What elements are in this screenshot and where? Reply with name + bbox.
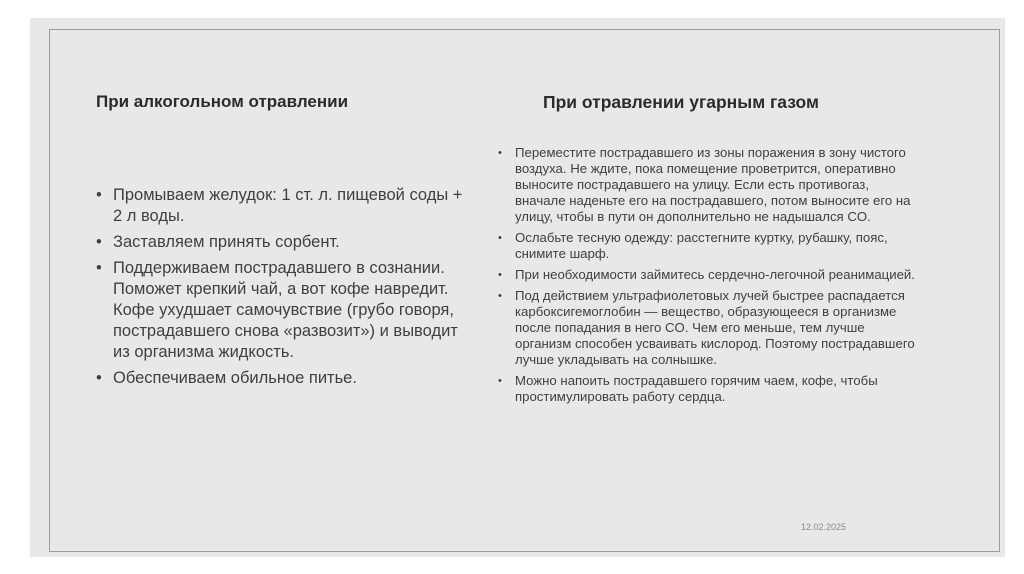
list-item-text: Ослабьте тесную одежду: расстегните куртку, рубашку, пояс, снимите шарф. xyxy=(515,230,888,261)
list-item xyxy=(96,258,476,363)
list-item-text: При необходимости займитесь сердечно-легочной реанимацией. xyxy=(515,267,915,282)
bullet-icon: • xyxy=(96,233,102,251)
bullet-icon: • xyxy=(498,290,502,302)
list-item-text: Поддерживаем пострадавшего в сознании. Поможет крепкий чай, а вот кофе навредит. Кофе ухудшает самочувствие (грубо говоря, пострадавшего снова «развозит») и выводит из организма жидкость. xyxy=(113,259,458,361)
list-item xyxy=(498,373,918,405)
list-item xyxy=(498,230,918,262)
slide-date: 12.02.2025 xyxy=(801,522,847,532)
bullet-icon: • xyxy=(498,269,502,281)
bullet-icon: • xyxy=(96,259,102,277)
list-item xyxy=(498,145,918,225)
left-column-list xyxy=(96,185,476,394)
list-item xyxy=(96,185,476,227)
list-item-text: Под действием ультрафиолетовых лучей быстрее распадается карбоксигемоглобин — вещество, образующееся в организме после попадания в него CO. Чем его меньше, тем лучше организм способен усваивать кислород. Поэтому пострадавшего лучше укладывать на солнышке. xyxy=(515,288,915,367)
list-item-text: Промываем желудок: 1 ст. л. пищевой соды + 2 л воды. xyxy=(113,186,463,225)
list-item-text: Заставляем принять сорбент. xyxy=(113,233,340,251)
list-item xyxy=(498,288,918,368)
list-item-text: Переместите пострадавшего из зоны поражения в зону чистого воздуха. Не ждите, пока помещение проветрится, оперативно выносите пострадавшего на улицу. Если есть противогаз, вначале наденьте его на пострадавшего, потом выносите его на улицу, чтобы в пути он дополнительно не надышался CO. xyxy=(515,145,911,224)
list-item xyxy=(96,232,476,253)
list-item-text: Можно напоить пострадавшего горячим чаем, кофе, чтобы простимулировать работу сердца. xyxy=(515,373,878,404)
bullet-icon: • xyxy=(96,186,102,204)
list-item xyxy=(96,368,476,389)
list-item xyxy=(498,267,918,283)
list-item-text: Обеспечиваем обильное питье. xyxy=(113,369,357,387)
right-column-title: При отравлении угарным газом xyxy=(543,92,819,112)
left-column-title: При алкогольном отравлении xyxy=(96,92,349,111)
right-column-list xyxy=(498,145,918,410)
bullet-icon: • xyxy=(498,232,502,244)
bullet-icon: • xyxy=(96,369,102,387)
bullet-icon: • xyxy=(498,147,502,159)
bullet-icon: • xyxy=(498,375,502,387)
